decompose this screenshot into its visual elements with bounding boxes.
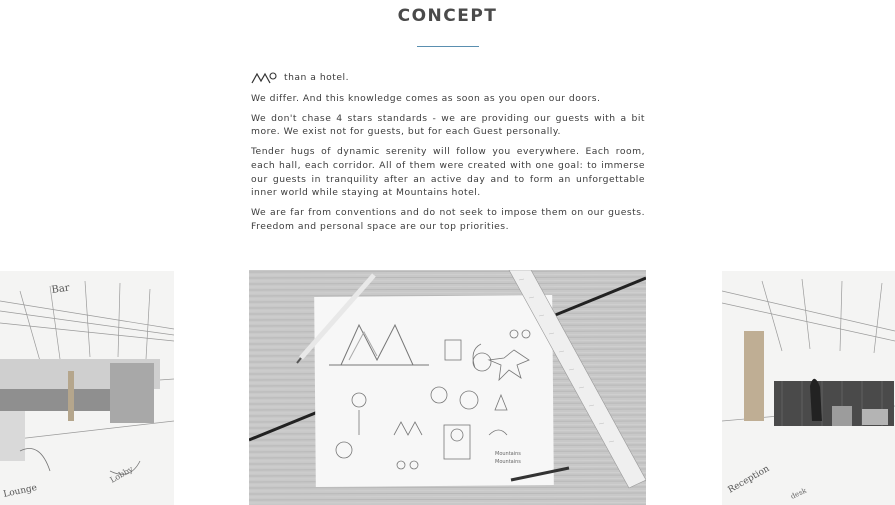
paragraph-3: Tender hugs of dynamic serenity will follow you everywhere. Each room, each hall, each corridor. All of them were created with one goal: to immerse our guests in tranquility after an active day and to form an unforgettable inner world while staying at Mountains hotel. — [251, 146, 645, 199]
title-underline — [417, 46, 479, 47]
photo-brand-text-2: Mountains — [495, 459, 521, 465]
sketch-note-reception-text: Reception — [726, 463, 772, 496]
sketch-note-desk-text: desk — [789, 486, 808, 501]
concept-text — [251, 70, 645, 240]
reception-sketch-illustration — [722, 271, 895, 505]
gallery-image-right[interactable] — [722, 271, 895, 505]
gallery-image-center[interactable] — [249, 270, 646, 505]
sketch-note-lounge-text: Lounge — [2, 483, 38, 500]
section-title: CONCEPT — [397, 6, 498, 26]
sketchbook-photo — [249, 270, 646, 505]
paragraph-4: We are far from conventions and do not seek to impose them on our guests. Freedom and personal space are our top priorities. — [251, 207, 645, 232]
sketch-note-bar-text: Bar — [50, 282, 71, 296]
gallery-image-left[interactable] — [0, 271, 174, 505]
intro-line — [251, 70, 645, 86]
photo-brand-text-1: Mountains — [495, 451, 521, 457]
mountains-logo-icon — [251, 72, 277, 84]
paragraph-2: We don't chase 4 stars standards - we are providing our guests with a bit more. We exist not for guests, but for each Guest personally. — [251, 112, 645, 138]
intro-text: than a hotel. — [284, 72, 350, 84]
sketch-note-lobby-text: Lobby — [108, 464, 135, 485]
paragraph-1: We differ. And this knowledge comes as soon as you open our doors. — [251, 93, 601, 104]
bar-sketch-illustration — [0, 271, 174, 505]
